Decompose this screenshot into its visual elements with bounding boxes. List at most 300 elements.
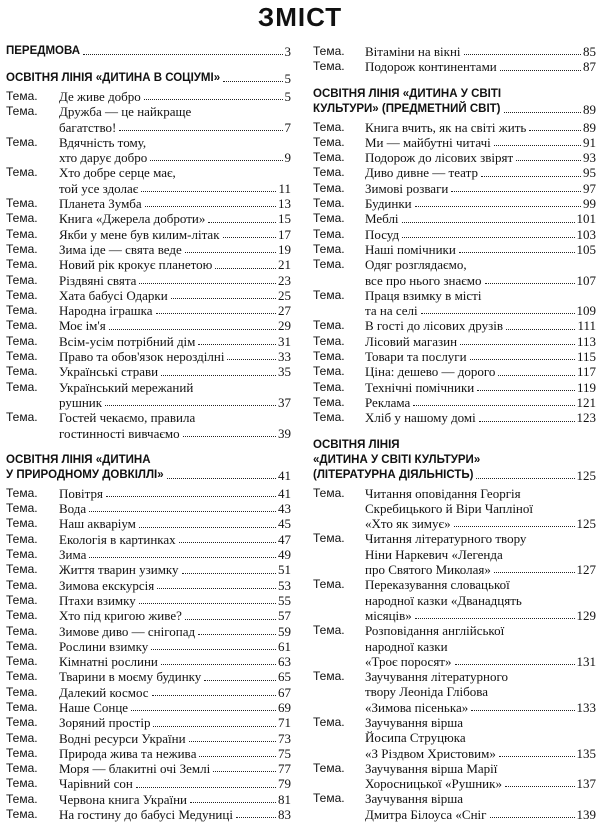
dot-leader: [161, 664, 276, 665]
dot-leader: [455, 664, 575, 665]
entry-title: Всім-усім потрібний дім: [59, 333, 196, 349]
entry-line: [59, 578, 291, 593]
entry-label: Тема.: [6, 577, 38, 592]
preface-line: [6, 44, 291, 59]
entry-body: [59, 227, 291, 242]
entry-label: Тема.: [6, 638, 38, 653]
entry-line: [59, 395, 291, 410]
dot-leader: [477, 390, 575, 391]
entry-title: Зимове диво — снігопад: [59, 623, 196, 639]
entry-title: Хто під кригою живе?: [59, 608, 182, 624]
entry-label: Тема.: [6, 608, 38, 623]
entry-line: [59, 410, 291, 425]
page-number: 59: [278, 623, 291, 639]
entry-title: Українські страви: [59, 364, 159, 380]
entry-line: [365, 410, 596, 425]
section-heading-text: (ЛІТЕРАТУРНА ДІЯЛЬНІСТЬ): [313, 468, 474, 481]
entry-line: [59, 273, 291, 288]
entry-title: «Хто як зимує»: [365, 516, 451, 532]
entry-title: Вітаміни на вікні: [365, 44, 461, 59]
entry-label: Тема.: [6, 134, 38, 149]
section-heading-line: [313, 468, 596, 483]
page-number: 53: [278, 577, 291, 593]
toc-entry: [6, 165, 291, 196]
section-heading-line: [6, 468, 291, 483]
section-heading: [6, 71, 291, 86]
dot-leader: [145, 206, 276, 207]
entry-label: Тема.: [6, 165, 38, 180]
page-number: 39: [278, 425, 291, 441]
entry-title: Птахи взимку: [59, 592, 136, 608]
toc-entry: [313, 761, 596, 792]
entry-title: Зимова екскурсія: [59, 577, 155, 593]
entry-body: [59, 196, 291, 211]
toc-entry: [313, 242, 596, 257]
entry-line: [365, 486, 596, 501]
entry-label: Тема.: [6, 623, 38, 638]
entry-label: Тема.: [313, 318, 345, 333]
entry-line: [365, 807, 596, 822]
entry-line: [59, 318, 291, 333]
section-heading-line: [313, 438, 596, 453]
toc-entry: [6, 654, 291, 669]
entry-title: Рослини взимку: [59, 638, 149, 654]
dot-leader: [402, 222, 575, 223]
entry-title: багатство!: [59, 119, 117, 135]
toc-entry: [313, 288, 596, 319]
entry-title: Будинки: [365, 196, 412, 212]
toc-entry: [313, 364, 596, 379]
toc-entry: [313, 165, 596, 180]
entry-title: Вода: [59, 501, 87, 517]
toc-entry: [6, 776, 291, 791]
entry-title: Планета Зумба: [59, 196, 142, 212]
toc-entry: [313, 257, 596, 288]
dot-leader: [157, 588, 276, 589]
toc-entry: [6, 578, 291, 593]
entry-title: Заучування літературного: [365, 669, 508, 685]
entry-line: [365, 120, 596, 135]
entry-title: Тварини в моєму будинку: [59, 669, 202, 685]
entry-title: Меблі: [365, 211, 399, 227]
entry-body: [365, 334, 596, 349]
entry-label: Тема.: [6, 592, 38, 607]
entry-line: [59, 150, 291, 165]
entry-line: [365, 700, 596, 715]
entry-title: В гості до лісових друзів: [365, 318, 503, 334]
page-number: 55: [278, 592, 291, 608]
page-number: 19: [278, 241, 291, 257]
page-number: 95: [583, 165, 596, 181]
entry-title: хто дарує добро: [59, 150, 148, 166]
entry-label: Тема.: [313, 577, 345, 592]
entry-body: [365, 211, 596, 226]
toc-entry: [6, 410, 291, 441]
entry-line: [365, 562, 596, 577]
entry-body: [59, 334, 291, 349]
entry-label: Тема.: [6, 562, 38, 577]
entry-line: [59, 685, 291, 700]
page-number: 87: [583, 59, 596, 75]
entry-label: Тема.: [6, 318, 38, 333]
toc-entry: [6, 501, 291, 516]
entry-body: [365, 135, 596, 150]
entry-line: [365, 791, 596, 806]
entry-title: Природа жива та неживa: [59, 745, 197, 761]
entry-body: [59, 516, 291, 531]
page-number: 27: [278, 303, 291, 319]
toc-entry: [6, 639, 291, 654]
entry-title: Кімнатні рослини: [59, 654, 158, 670]
entry-body: [59, 807, 291, 822]
page-number: 9: [284, 150, 291, 166]
entry-line: [59, 334, 291, 349]
entry-title: Книга «Джерела доброти»: [59, 211, 206, 227]
dot-leader: [529, 130, 581, 131]
dot-leader: [156, 313, 277, 314]
entry-label: Тема.: [6, 791, 38, 806]
page-number: 89: [583, 119, 596, 135]
page-number: 123: [576, 410, 596, 426]
entry-line: [59, 135, 291, 150]
toc-entry: [6, 562, 291, 577]
entry-title: Вдячність тому,: [59, 134, 147, 150]
entry-line: [365, 761, 596, 776]
section-heading-text: ОСВІТНЯ ЛІНІЯ «ДИТИНА: [6, 453, 151, 466]
entry-line: [365, 516, 596, 531]
entry-title: та на селі: [365, 303, 418, 319]
dot-leader: [499, 756, 575, 757]
page-number: 45: [278, 516, 291, 532]
page-number: 71: [278, 715, 291, 731]
entry-line: [59, 776, 291, 791]
entry-title: рушник: [59, 394, 103, 410]
dot-leader: [150, 160, 282, 161]
toc-entry: [6, 669, 291, 684]
page-number: 75: [278, 745, 291, 761]
page-number: 127: [576, 562, 596, 578]
dot-leader: [190, 802, 276, 803]
entry-label: Тема.: [313, 379, 345, 394]
entry-label: Тема.: [6, 715, 38, 730]
entry-line: [59, 532, 291, 547]
entry-body: [59, 257, 291, 272]
entry-line: [59, 380, 291, 395]
dot-leader: [131, 710, 276, 711]
entry-body: [59, 624, 291, 639]
entry-line: [59, 104, 291, 119]
entry-body: [59, 380, 291, 411]
entry-label: Тема.: [313, 287, 345, 302]
entry-body: [59, 89, 291, 104]
entry-title: Наш акваріум: [59, 516, 136, 532]
entry-line: [59, 715, 291, 730]
entry-title: На гостину до бабусі Медуниці: [59, 807, 233, 822]
entry-body: [365, 531, 596, 577]
dot-leader: [171, 298, 276, 299]
page-number: 81: [278, 791, 291, 807]
entry-body: [59, 593, 291, 608]
entry-line: [365, 242, 596, 257]
page-number: 83: [278, 807, 291, 822]
entry-body: [59, 669, 291, 684]
entry-line: [365, 577, 596, 592]
entry-title: Чарівний сон: [59, 776, 133, 792]
entry-body: [59, 211, 291, 226]
section-heading-text: «ДИТИНА У СВІТІ КУЛЬТУРИ»: [313, 453, 481, 466]
entry-body: [365, 623, 596, 669]
entry-title: Дружба — це найкраще: [59, 104, 192, 120]
entry-body: [59, 731, 291, 746]
dot-leader: [152, 695, 276, 696]
toc-entry: [313, 44, 596, 59]
entry-body: [365, 715, 596, 761]
entry-label: Тема.: [6, 226, 38, 241]
entry-body: [365, 150, 596, 165]
toc-entry: [313, 59, 596, 74]
entry-body: [365, 380, 596, 395]
dot-leader: [460, 344, 575, 345]
entry-label: Тема.: [6, 485, 38, 500]
entry-body: [59, 746, 291, 761]
dot-leader: [151, 649, 276, 650]
page-number: 111: [577, 318, 596, 334]
toc-entry: [6, 104, 291, 135]
entry-line: [365, 181, 596, 196]
entry-line: [365, 623, 596, 638]
entry-body: [59, 288, 291, 303]
dot-leader: [516, 160, 581, 161]
entry-label: Тема.: [6, 654, 38, 669]
entry-label: Тема.: [313, 134, 345, 149]
entry-body: [365, 196, 596, 211]
page-number: 67: [278, 684, 291, 700]
toc-entry: [313, 791, 596, 822]
toc-entry: [6, 211, 291, 226]
toc-entry: [6, 257, 291, 272]
entry-label: Тема.: [6, 303, 38, 318]
toc-entry: [6, 288, 291, 303]
entry-label: Тема.: [6, 272, 38, 287]
entry-line: [365, 257, 596, 272]
entry-title: Реклама: [365, 394, 411, 410]
entry-line: [365, 501, 596, 516]
page-number: 35: [278, 364, 291, 380]
toc-entry: [6, 196, 291, 211]
entry-label: Тема.: [6, 684, 38, 699]
entry-title: Різдвяні свята: [59, 272, 137, 288]
section-heading-text: ОСВІТНЯ ЛІНІЯ «ДИТИНА В СОЦІУМІ»: [6, 72, 221, 84]
entry-body: [365, 410, 596, 425]
dot-leader: [236, 817, 276, 818]
entry-line: [59, 181, 291, 196]
page-number: 43: [278, 501, 291, 517]
entry-title: Подорож континентами: [365, 59, 497, 75]
toc-entry: [6, 624, 291, 639]
entry-line: [59, 654, 291, 669]
dot-leader: [498, 375, 575, 376]
entry-body: [59, 654, 291, 669]
entry-title: Життя тварин узимку: [59, 562, 179, 578]
page-number: 113: [576, 333, 596, 349]
entry-line: [59, 120, 291, 135]
entry-body: [59, 639, 291, 654]
entry-line: [365, 531, 596, 546]
entry-label: Тема.: [6, 669, 38, 684]
toc-entry: [313, 349, 596, 364]
entry-body: [59, 104, 291, 135]
toc-entry: [313, 181, 596, 196]
entry-title: Новий рік крокує планетою: [59, 257, 213, 273]
entry-title: Моє ім'я: [59, 318, 106, 334]
page-number: 51: [278, 562, 291, 578]
entry-body: [365, 761, 596, 792]
entry-line: [59, 639, 291, 654]
entry-label: Тема.: [313, 119, 345, 134]
entry-label: Тема.: [313, 410, 345, 425]
entry-line: [365, 44, 596, 59]
toc-entry: [313, 623, 596, 669]
toc-section: [6, 71, 291, 441]
entry-label: Тема.: [313, 211, 345, 226]
page-number: 29: [278, 318, 291, 334]
entry-title: Дмитра Білоуса «Сніг: [365, 806, 487, 822]
entry-title: Диво дивне — театр: [365, 165, 478, 181]
entry-body: [59, 349, 291, 364]
toc-entry: [6, 731, 291, 746]
toc-entry: [6, 608, 291, 623]
spacer: [6, 441, 291, 453]
page-number: 15: [278, 211, 291, 227]
entry-title: про Святого Миколая»: [365, 562, 491, 578]
toc-entry: [313, 196, 596, 211]
page-number: 125: [576, 516, 596, 532]
toc-entry: [6, 303, 291, 318]
dot-leader: [139, 603, 276, 604]
entry-body: [59, 761, 291, 776]
entry-title: Право та обов'язок нерозділні: [59, 349, 225, 365]
entry-label: Тема.: [6, 104, 38, 119]
toc-entry: [313, 227, 596, 242]
page-number: 97: [583, 180, 596, 196]
entry-body: [59, 364, 291, 379]
toc-entry: [313, 669, 596, 715]
entry-body: [365, 165, 596, 180]
dot-leader: [215, 268, 276, 269]
page-number: 101: [576, 211, 596, 227]
section-heading-line: [313, 102, 596, 117]
page-number: 107: [576, 272, 596, 288]
entry-label: Тема.: [6, 501, 38, 516]
page-number: 131: [576, 653, 596, 669]
entry-line: [365, 547, 596, 562]
dot-leader: [182, 573, 276, 574]
entry-body: [365, 364, 596, 379]
dot-leader: [213, 771, 276, 772]
entry-line: [365, 639, 596, 654]
entry-label: Тема.: [6, 410, 38, 425]
entry-label: Тема.: [6, 333, 38, 348]
entry-title: Хто добре серце має,: [59, 165, 176, 181]
entry-label: Тема.: [6, 211, 38, 226]
page-number: 41: [278, 485, 291, 501]
entry-title: Книга вчить, як на світі жить: [365, 119, 527, 135]
entry-line: [365, 776, 596, 791]
entry-line: [59, 547, 291, 562]
section-heading: [313, 438, 596, 483]
entry-body: [365, 395, 596, 410]
entry-body: [365, 242, 596, 257]
dot-leader: [223, 81, 282, 82]
entry-line: [365, 364, 596, 379]
entry-title: Товари та послуги: [365, 349, 467, 365]
entry-title: Екологія в картинках: [59, 531, 176, 547]
page-number: 25: [278, 287, 291, 303]
entry-title: Хата бабусі Одарки: [59, 287, 168, 303]
page-number: 137: [576, 776, 596, 792]
toc-entry: [6, 700, 291, 715]
entry-line: [365, 211, 596, 226]
entry-body: [365, 318, 596, 333]
entry-body: [59, 273, 291, 288]
entry-title: той усе здолає: [59, 180, 139, 196]
toc-entry: [6, 318, 291, 333]
dot-leader: [481, 176, 581, 177]
page-number: 47: [278, 531, 291, 547]
dot-leader: [139, 283, 276, 284]
entry-line: [365, 730, 596, 745]
entry-body: [59, 410, 291, 441]
entry-title: Зоряний простір: [59, 715, 151, 731]
entry-label: Тема.: [6, 531, 38, 546]
toc-entry: [6, 685, 291, 700]
page-number: 85: [583, 44, 596, 59]
page-number: 21: [278, 257, 291, 273]
dot-leader: [479, 421, 575, 422]
entry-body: [59, 242, 291, 257]
page-number: 139: [576, 806, 596, 822]
entry-line: [59, 700, 291, 715]
toc-entry: [6, 486, 291, 501]
entry-label: Тема.: [6, 241, 38, 256]
entry-body: [365, 669, 596, 715]
page-number: 133: [576, 699, 596, 715]
page-number: 33: [278, 349, 291, 365]
toc-entry: [313, 531, 596, 577]
toc-entry: [6, 364, 291, 379]
entry-title: «З Різдвом Христовим»: [365, 745, 496, 761]
entry-body: [59, 501, 291, 516]
page-number: 7: [284, 119, 291, 135]
entry-title: Ми — майбутні читачі: [365, 134, 491, 150]
entry-line: [365, 273, 596, 288]
entry-body: [59, 715, 291, 730]
section-heading: [6, 453, 291, 483]
entry-title: місяців»: [365, 607, 412, 623]
entry-line: [59, 593, 291, 608]
entry-line: [59, 288, 291, 303]
toc-entry: [313, 380, 596, 395]
page-number: 105: [576, 241, 596, 257]
entry-body: [59, 776, 291, 791]
dot-leader: [198, 634, 276, 635]
entry-line: [365, 380, 596, 395]
entry-label: Тема.: [313, 364, 345, 379]
section-heading-line: [313, 87, 596, 102]
dot-leader: [451, 191, 581, 192]
toc-entry: [6, 334, 291, 349]
entry-body: [59, 700, 291, 715]
